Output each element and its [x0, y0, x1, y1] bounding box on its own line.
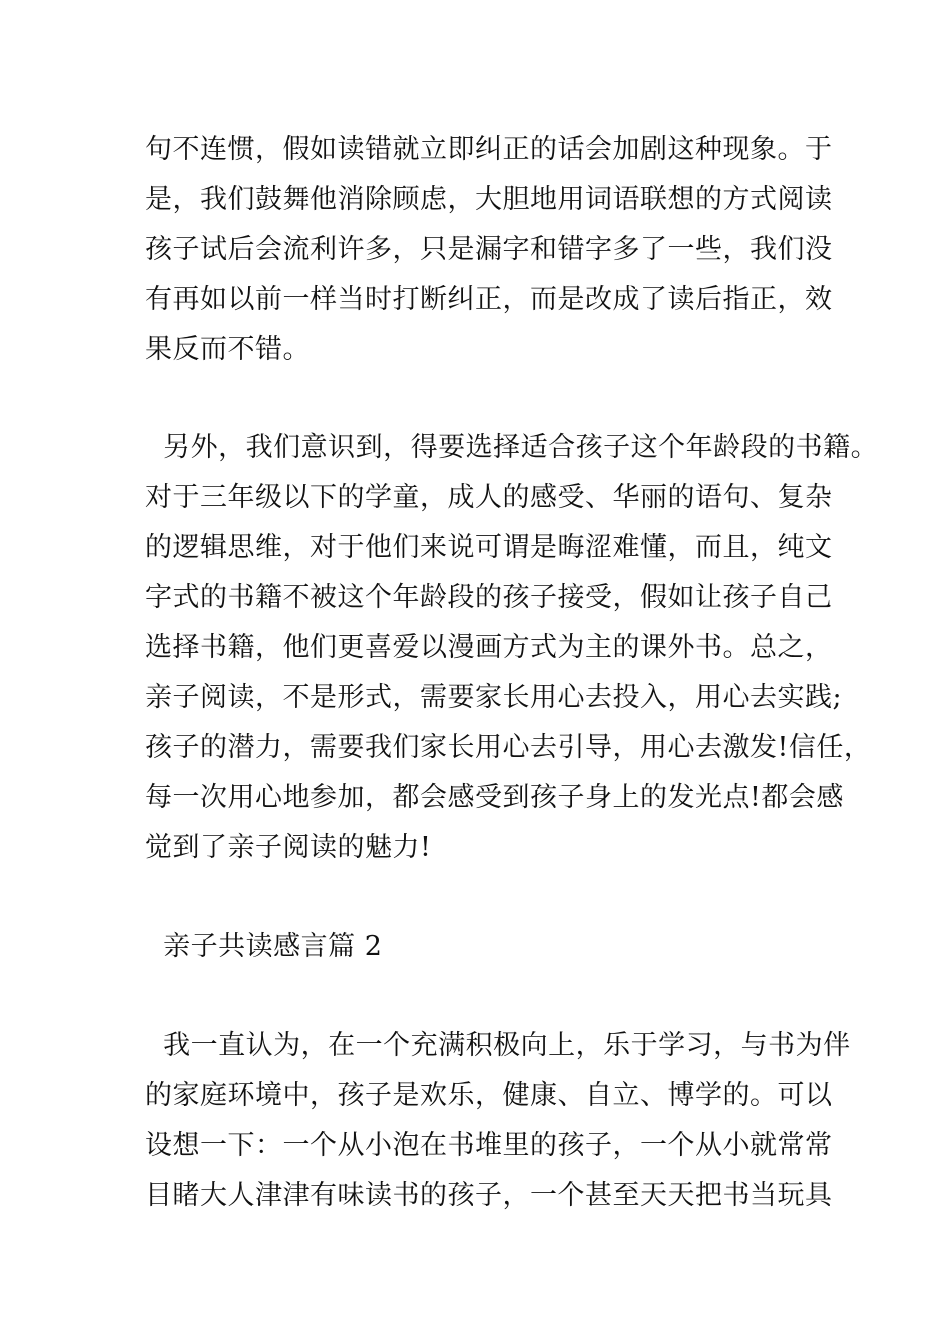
paragraph-2-line: 觉到了亲子阅读的魅力! [145, 832, 432, 863]
paragraph-2-line: 对于三年级以下的学童，成人的感受、华丽的语句、复杂 [145, 482, 833, 513]
paragraph-1-line: 是，我们鼓舞他消除顾虑，大胆地用词语联想的方式阅读 [145, 184, 833, 215]
paragraph-3-line: 目睹大人津津有味读书的孩子，一个甚至天天把书当玩具 [145, 1180, 833, 1211]
paragraph-1-line: 果反而不错。 [145, 334, 310, 365]
paragraph-2-line: 每一次用心地参加，都会感受到孩子身上的发光点!都会感 [145, 782, 844, 813]
paragraph-2-line: 的逻辑思维，对于他们来说可谓是晦涩难懂，而且，纯文 [145, 532, 833, 563]
section-title: 亲子共读感言篇 2 [145, 931, 383, 962]
paragraph-3-line: 设想一下：一个从小泡在书堆里的孩子，一个从小就常常 [145, 1130, 833, 1161]
paragraph-1-line: 孩子试后会流利许多，只是漏字和错字多了一些，我们没 [145, 234, 833, 265]
paragraph-2-line: 另外，我们意识到，得要选择适合孩子这个年龄段的书籍。 [145, 432, 879, 463]
paragraph-1-line: 有再如以前一样当时打断纠正，而是改成了读后指正，效 [145, 284, 833, 315]
paragraph-3-line: 的家庭环境中，孩子是欢乐，健康、自立、博学的。可以 [145, 1080, 833, 1111]
paragraph-2-line: 字式的书籍不被这个年龄段的孩子接受，假如让孩子自己 [145, 582, 833, 613]
paragraph-3-line: 我一直认为，在一个充满积极向上，乐于学习，与书为伴 [145, 1030, 851, 1061]
paragraph-2-line: 孩子的潜力，需要我们家长用心去引导，用心去激发!信任， [145, 732, 872, 763]
paragraph-2-line: 亲子阅读，不是形式，需要家长用心去投入，用心去实践; [145, 682, 843, 713]
paragraph-2-line: 选择书籍，他们更喜爱以漫画方式为主的课外书。总之， [145, 632, 833, 663]
paragraph-1-line: 句不连惯，假如读错就立即纠正的话会加剧这种现象。于 [145, 134, 833, 165]
